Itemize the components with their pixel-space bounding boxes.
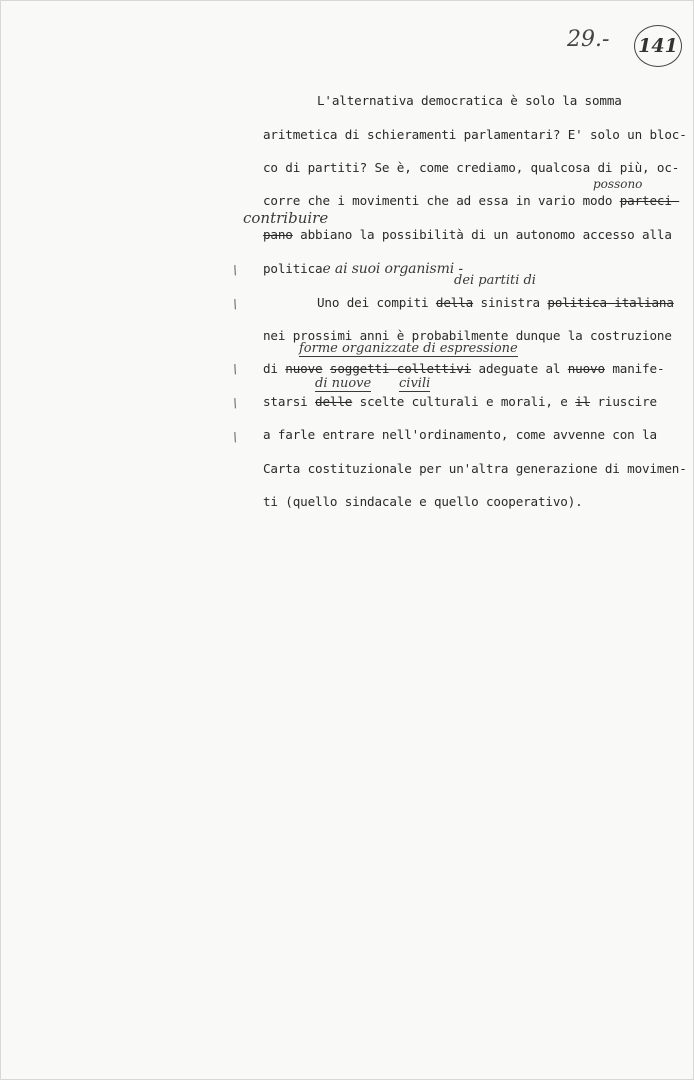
struck-text: parteci- (619, 193, 680, 208)
handwritten-insertion: possono (593, 177, 643, 191)
struck-text: nuovo (567, 361, 605, 376)
text-line: a farle entrare nell'ordinamento, come avvenne con la (263, 427, 657, 442)
text-line: ti (quello sindacale e quello cooperativo). (263, 494, 583, 509)
text-line: L'alternativa democratica è solo la somma (317, 93, 622, 108)
handwritten-insertion: e ai suoi organismi - (322, 261, 463, 277)
handwritten-insertion: dei partiti di (454, 273, 536, 288)
struck-text: della (435, 295, 474, 310)
circled-page-number: 141 (634, 25, 682, 67)
text-line: Carta costituzionale per un'altra generazione di movimen- (263, 461, 687, 476)
page-number: 29.- (567, 27, 610, 52)
handwritten-insertion: civili (399, 376, 431, 391)
struck-text: soggetti collettivi (329, 361, 472, 376)
margin-tick: / (230, 262, 240, 278)
struck-text: il (575, 394, 591, 409)
text-line: starsi delle scelte culturali e morali, e il riuscire (263, 394, 657, 409)
text-line: nei prossimi anni è probabilmente dunque la costruzione (263, 328, 672, 343)
margin-tick: / (230, 361, 240, 377)
text-line: corre che i movimenti che ad essa in vario modo parteci- (263, 193, 680, 208)
text-line: Uno dei compiti della sinistra politica italiana (317, 295, 674, 310)
text-line: co di partiti? Se è, come crediamo, qualcosa di più, oc- (263, 160, 680, 175)
struck-text: politica italiana (547, 295, 674, 310)
struck-text: nuove (285, 361, 323, 376)
struck-text: pano (263, 227, 293, 242)
text-line: di nuove soggetti collettivi adeguate al nuovo manife- (263, 361, 665, 376)
text-line: pano abbiano la possibilità di un autonomo accesso alla (263, 227, 672, 242)
margin-tick: / (230, 395, 240, 411)
handwritten-insertion: forme organizzate di espressione (299, 341, 518, 356)
struck-text: delle (315, 394, 353, 409)
margin-tick: / (230, 429, 240, 445)
handwritten-insertion: contribuire (243, 209, 329, 227)
handwritten-insertion: di nuove (315, 376, 372, 391)
margin-tick: / (230, 296, 240, 312)
text-line: politicae ai suoi organismi - (263, 261, 463, 277)
text-line: aritmetica di schieramenti parlamentari? E' solo un bloc- (263, 127, 687, 142)
